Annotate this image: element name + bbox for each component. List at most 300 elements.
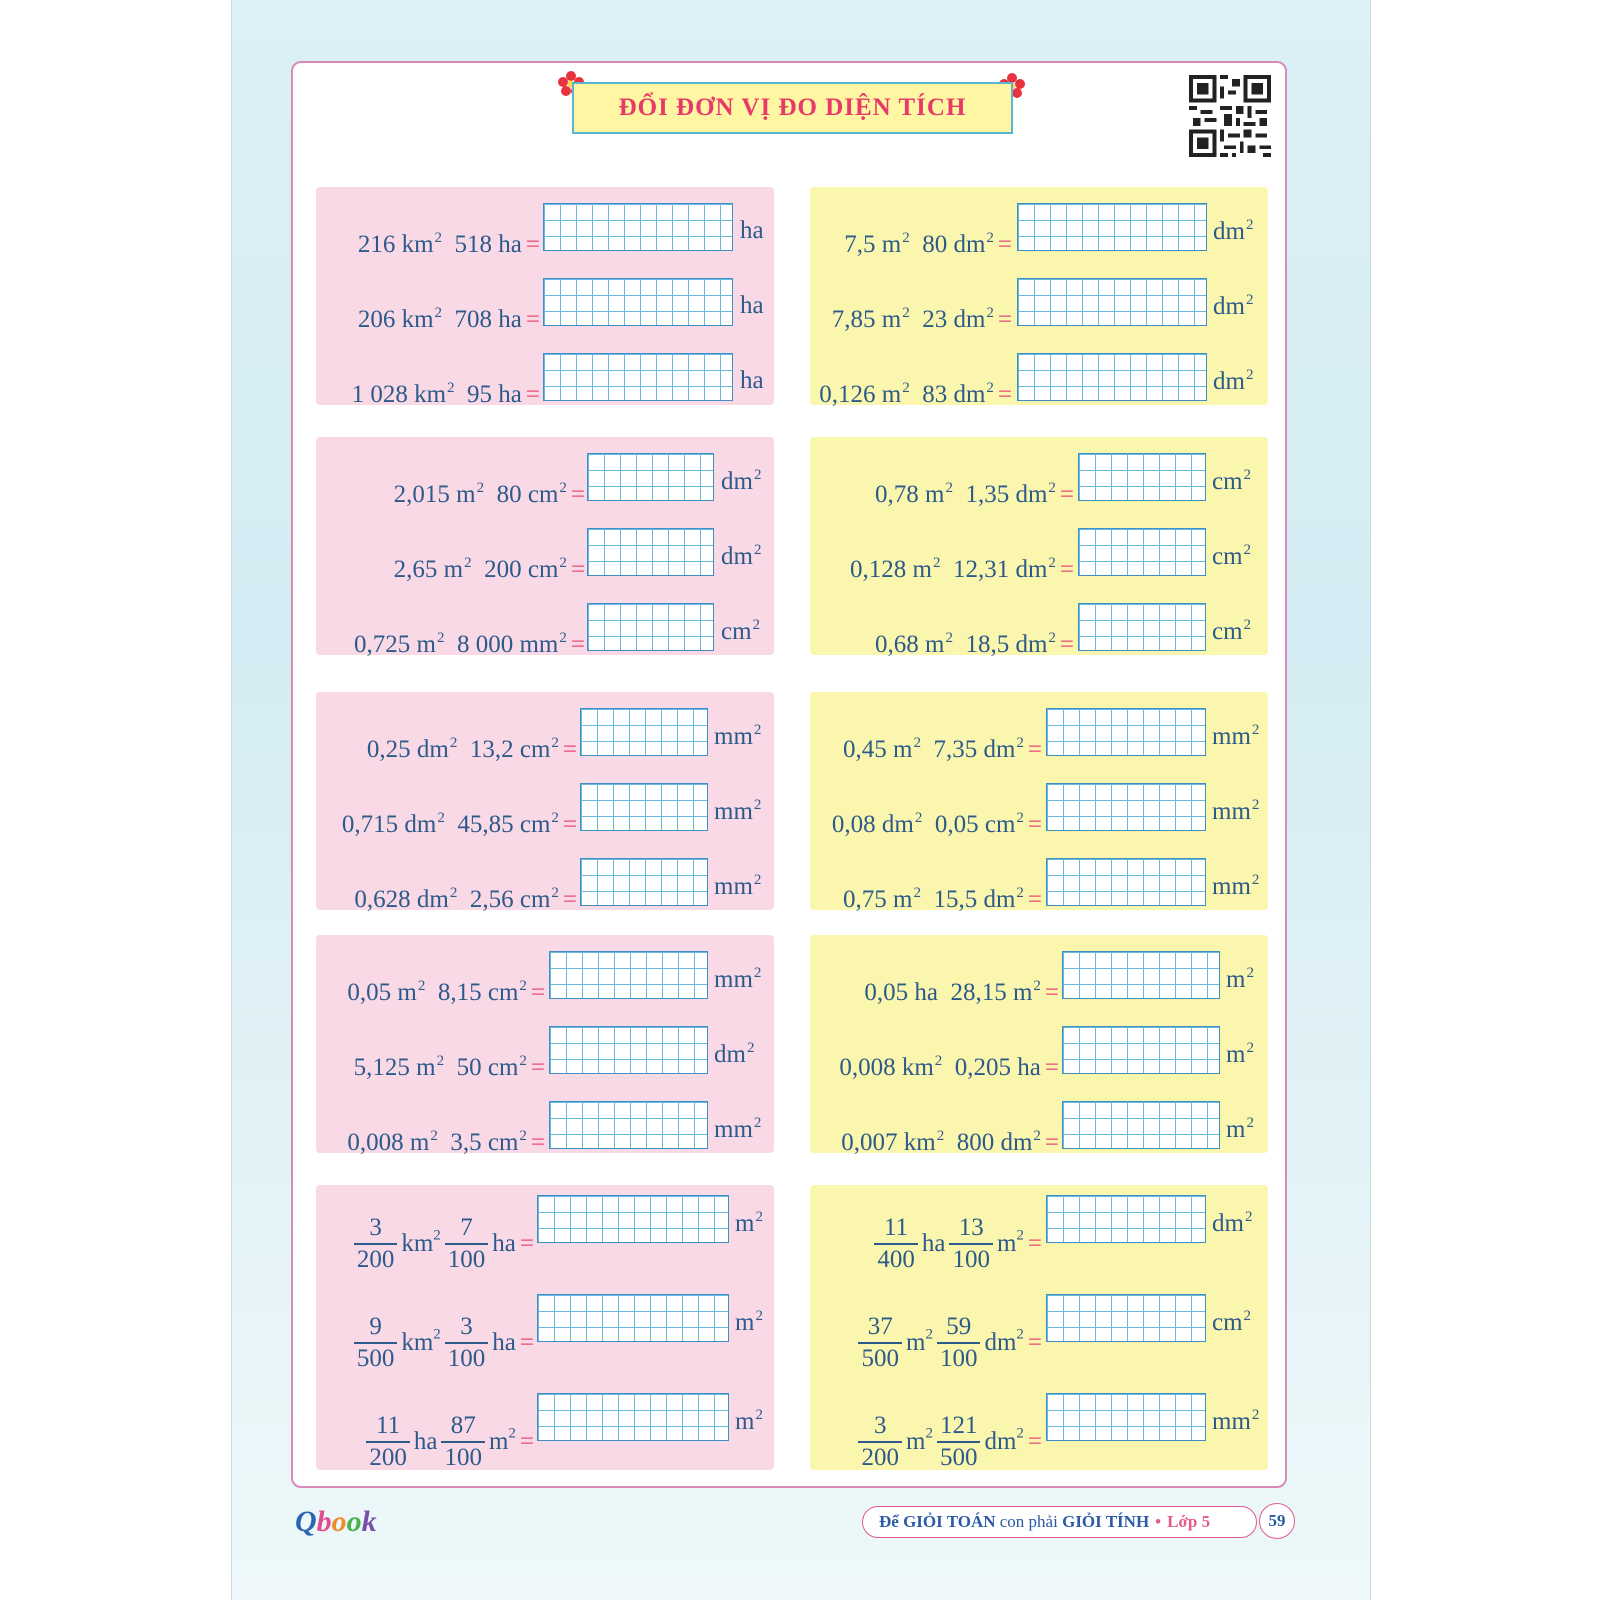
answer-grid-box[interactable] (1078, 528, 1206, 576)
exponent: 2 (914, 810, 923, 826)
fraction (874, 1213, 918, 1275)
unit-label: dm (984, 1428, 1017, 1455)
denominator: 200 (861, 1444, 899, 1471)
exponent: 2 (752, 617, 761, 633)
exponent: 2 (1251, 722, 1260, 738)
answer-grid-box[interactable] (537, 1294, 729, 1342)
numerator: 13 (949, 1213, 993, 1245)
conversion-expression (843, 885, 1042, 914)
qr-code-icon[interactable] (1189, 75, 1271, 157)
exponent: 2 (1048, 480, 1056, 496)
conversion-expression (832, 810, 1042, 839)
unit-label: dm (1213, 368, 1245, 395)
answer-grid-box[interactable] (549, 1101, 708, 1149)
quantity-value: 708 ha (454, 306, 522, 333)
exponent: 2 (464, 555, 472, 571)
answer-grid-box[interactable] (1017, 353, 1207, 401)
unit-label: m (1226, 1041, 1246, 1068)
exponent: 2 (753, 965, 762, 981)
conversion-expression (362, 1411, 534, 1473)
exponent: 2 (551, 810, 559, 826)
result-unit (714, 1115, 761, 1144)
exponent: 2 (1016, 810, 1024, 826)
exponent: 2 (447, 380, 455, 396)
quantity-value: 12,31 dm (952, 556, 1048, 583)
answer-grid-box[interactable] (1046, 1393, 1206, 1441)
result-unit (1212, 617, 1251, 646)
equals-sign: = (562, 811, 577, 838)
conversion-expression (843, 735, 1042, 764)
quantity-value: 95 ha (467, 381, 522, 408)
unit-label: m (996, 1230, 1017, 1257)
conversion-expression (354, 630, 585, 659)
exponent: 2 (436, 630, 445, 646)
unit-label: ha (921, 1230, 946, 1257)
numerator: 37 (858, 1312, 902, 1344)
unit-label: mm (1212, 798, 1251, 825)
unit-label: ha (740, 292, 764, 319)
denominator: 100 (447, 1246, 486, 1273)
answer-grid-box[interactable] (580, 783, 708, 831)
unit-label: dm (984, 1329, 1017, 1356)
equals-sign: = (1027, 811, 1042, 838)
quantity-value: 15,5 dm (933, 886, 1016, 913)
conversion-expression (841, 1128, 1059, 1157)
exponent: 2 (945, 480, 953, 496)
equals-sign: = (530, 1054, 545, 1081)
equals-sign: = (1027, 1230, 1042, 1257)
fraction (858, 1312, 902, 1374)
answer-grid-box[interactable] (1046, 708, 1206, 756)
result-unit (714, 797, 761, 826)
exponent: 2 (551, 735, 559, 751)
exponent: 2 (945, 630, 953, 646)
exponent: 2 (1246, 1040, 1254, 1056)
unit-label: dm (714, 1041, 746, 1068)
exponent: 2 (1251, 872, 1260, 888)
quantity-value: 3,5 cm (450, 1129, 519, 1156)
numerator: 3 (445, 1312, 489, 1344)
result-unit (735, 1407, 763, 1436)
exponent: 2 (986, 230, 994, 246)
quantity-value: 2,56 cm (469, 886, 551, 913)
exponent: 2 (449, 735, 458, 751)
unit-label: ha (492, 1230, 516, 1257)
answer-grid-box[interactable] (580, 708, 708, 756)
result-unit (1226, 1040, 1254, 1069)
equals-sign: = (1027, 1428, 1042, 1455)
numerator: 121 (937, 1411, 981, 1443)
numerator: 9 (354, 1312, 398, 1344)
result-unit (714, 965, 761, 994)
unit-label: ha (492, 1329, 516, 1356)
result-unit (1213, 292, 1253, 321)
answer-grid-box[interactable] (587, 528, 714, 576)
answer-grid-box[interactable] (1017, 203, 1207, 251)
exponent: 2 (1033, 978, 1041, 994)
result-unit (740, 292, 764, 320)
conversion-expression (819, 380, 1012, 409)
exponent: 2 (936, 1128, 945, 1144)
exponent: 2 (753, 722, 762, 738)
answer-grid-box[interactable] (1017, 278, 1207, 326)
equals-sign: = (1027, 1329, 1042, 1356)
answer-grid-box[interactable] (1046, 858, 1206, 906)
quantity-value: 518 ha (454, 231, 522, 258)
exponent: 2 (508, 1425, 516, 1442)
denominator: 500 (356, 1345, 395, 1372)
quantity-value: 83 dm (922, 381, 986, 408)
unit-label: dm (1213, 293, 1245, 320)
result-unit (1212, 1407, 1259, 1436)
unit-label: mm (714, 723, 753, 750)
equals-sign: = (1059, 556, 1074, 583)
exponent: 2 (925, 1326, 933, 1343)
result-unit (721, 617, 760, 646)
exponent: 2 (519, 1128, 527, 1144)
quantity-value: 1 028 km (351, 381, 447, 408)
quantity-value: 0,007 km (841, 1129, 936, 1156)
result-unit (714, 1040, 754, 1069)
result-unit (735, 1308, 763, 1337)
unit-label: cm (1212, 543, 1243, 570)
quantity-value: 8,15 cm (437, 979, 519, 1006)
unit-label: mm (714, 798, 753, 825)
result-unit (1212, 722, 1259, 751)
unit-label: mm (714, 966, 753, 993)
equals-sign: = (1044, 1129, 1059, 1156)
answer-grid-box[interactable] (549, 951, 708, 999)
unit-label: km (401, 1230, 434, 1257)
exponent: 2 (753, 1115, 762, 1131)
exponent: 2 (1246, 965, 1254, 981)
quantity-value: 0,725 m (354, 631, 436, 658)
result-unit (714, 722, 761, 751)
page-title: ĐỔI ĐƠN VỊ ĐO DIỆN TÍCH (618, 94, 967, 121)
equals-sign: = (519, 1428, 534, 1455)
fraction (445, 1312, 489, 1374)
denominator: 500 (939, 1444, 978, 1471)
quantity-value: 0,05 cm (934, 811, 1016, 838)
conversion-expression (354, 1053, 545, 1082)
result-unit (1212, 797, 1259, 826)
exponent: 2 (932, 555, 941, 571)
answer-grid-box[interactable] (1078, 453, 1206, 501)
answer-grid-box[interactable] (1046, 1294, 1206, 1342)
unit-label: mm (714, 1116, 753, 1143)
publisher-logo: Qbook (295, 1505, 377, 1538)
quantity-value: 23 dm (922, 306, 986, 333)
unit-label: dm (1212, 1210, 1244, 1237)
conversion-expression (850, 555, 1074, 584)
exponent: 2 (1016, 1326, 1024, 1343)
conversion-expression (350, 1312, 534, 1374)
numerator: 59 (937, 1312, 981, 1344)
equals-sign: = (1059, 631, 1074, 658)
quantity-value: 0,05 ha (864, 979, 938, 1006)
exponent: 2 (430, 1128, 438, 1144)
denominator: 200 (356, 1246, 395, 1273)
denominator: 400 (877, 1246, 915, 1273)
unit-label: dm (721, 543, 753, 570)
exponent: 2 (1016, 735, 1024, 751)
quantity-value: 13,2 cm (469, 736, 551, 763)
conversion-expression (354, 885, 577, 914)
quantity-value: 1,35 dm (965, 481, 1048, 508)
result-unit (1226, 1115, 1254, 1144)
conversion-expression (875, 630, 1074, 659)
exponent: 2 (902, 230, 910, 246)
conversion-expression (864, 978, 1059, 1007)
exponent: 2 (1016, 885, 1024, 901)
exponent: 2 (753, 542, 762, 558)
denominator: 100 (447, 1345, 486, 1372)
quantity-value: 0,25 dm (366, 736, 449, 763)
conversion-expression (844, 230, 1012, 259)
conversion-expression (394, 555, 585, 584)
exponent: 2 (1048, 555, 1056, 571)
result-unit (735, 1209, 763, 1238)
conversion-expression (358, 230, 540, 259)
numerator: 11 (874, 1213, 918, 1245)
quantity-value: 0,008 m (347, 1129, 430, 1156)
result-unit (1213, 367, 1253, 396)
exponent: 2 (417, 978, 426, 994)
answer-grid-box[interactable] (549, 1026, 708, 1074)
result-unit (721, 542, 761, 571)
book-title-part: Để GIỎI TOÁN (879, 1512, 996, 1531)
exponent: 2 (746, 1040, 755, 1056)
exponent: 2 (1033, 1128, 1041, 1144)
equals-sign: = (570, 556, 585, 583)
equals-sign: = (1059, 481, 1074, 508)
quantity-value: 0,75 m (842, 886, 913, 913)
quantity-value: 800 dm (956, 1129, 1033, 1156)
quantity-value: 7,85 m (831, 306, 902, 333)
equals-sign: = (997, 231, 1012, 258)
answer-grid-box[interactable] (1062, 951, 1220, 999)
conversion-expression (832, 305, 1012, 334)
book-title-footer (862, 1506, 1257, 1538)
denominator: 100 (444, 1444, 482, 1471)
exponent: 2 (1251, 797, 1260, 813)
quantity-value: 28,15 m (950, 979, 1033, 1006)
equals-sign: = (1027, 886, 1042, 913)
equals-sign: = (570, 631, 585, 658)
quantity-value: 200 cm (484, 556, 559, 583)
unit-label: ha (740, 367, 764, 394)
equals-sign: = (562, 736, 577, 763)
exponent: 2 (559, 480, 567, 496)
exponent: 2 (755, 1407, 763, 1423)
exponent: 2 (1244, 1209, 1253, 1225)
fraction (937, 1411, 981, 1473)
result-unit (721, 467, 761, 496)
exponent: 2 (519, 1053, 527, 1069)
fraction (858, 1411, 902, 1473)
exponent: 2 (913, 735, 921, 751)
numerator: 3 (858, 1411, 902, 1443)
answer-grid-box[interactable] (587, 603, 714, 651)
result-unit (1212, 542, 1251, 571)
quantity-value: 80 cm (496, 481, 559, 508)
equals-sign: = (525, 381, 540, 408)
answer-grid-box[interactable] (543, 353, 733, 401)
conversion-expression (358, 305, 540, 334)
unit-label: cm (1212, 468, 1243, 495)
exponent: 2 (1251, 1407, 1260, 1423)
unit-label: mm (1212, 1408, 1251, 1435)
unit-label: mm (714, 873, 753, 900)
grade-label: Lớp 5 (1167, 1512, 1211, 1531)
numerator: 11 (366, 1411, 410, 1443)
unit-label: m (905, 1428, 926, 1455)
unit-label: m (735, 1408, 755, 1435)
unit-label: m (488, 1428, 509, 1455)
exponent: 2 (433, 1227, 441, 1244)
unit-label: cm (721, 618, 752, 645)
exponent: 2 (753, 467, 762, 483)
answer-grid-box[interactable] (1046, 1195, 1206, 1243)
unit-label: cm (1212, 1309, 1243, 1336)
denominator: 200 (369, 1444, 407, 1471)
fraction (949, 1213, 993, 1275)
unit-label: dm (1213, 218, 1245, 245)
answer-grid-box[interactable] (543, 278, 733, 326)
result-unit (1212, 872, 1259, 901)
equals-sign: = (997, 381, 1012, 408)
exponent: 2 (476, 480, 485, 496)
fraction (445, 1213, 489, 1275)
conversion-expression (839, 1053, 1059, 1082)
equals-sign: = (1044, 1054, 1059, 1081)
equals-sign: = (562, 886, 577, 913)
quantity-value: 8 000 mm (456, 631, 559, 658)
exponent: 2 (755, 1308, 763, 1324)
denominator: 100 (939, 1345, 978, 1372)
result-unit (714, 872, 761, 901)
unit-label: m (735, 1309, 755, 1336)
answer-grid-box[interactable] (1046, 783, 1206, 831)
quantity-value: 0,45 m (842, 736, 913, 763)
exponent: 2 (1245, 217, 1254, 233)
result-unit (1212, 467, 1251, 496)
conversion-expression (854, 1411, 1042, 1473)
quantity-value: 0,008 km (839, 1054, 934, 1081)
unit-label: m (905, 1329, 926, 1356)
book-title-part: GIỎI TÍNH (1062, 1512, 1150, 1531)
answer-grid-box[interactable] (587, 453, 714, 501)
exponent: 2 (1243, 467, 1252, 483)
result-unit (1212, 1209, 1252, 1238)
unit-label: m (1226, 1116, 1246, 1143)
unit-label: ha (413, 1428, 438, 1455)
quantity-value: 7,5 m (844, 231, 902, 258)
unit-label: m (735, 1210, 755, 1237)
conversion-expression (394, 480, 585, 509)
exponent: 2 (434, 230, 443, 246)
book-title-part: con phải (999, 1512, 1058, 1531)
quantity-value: 0,126 m (819, 381, 902, 408)
exponent: 2 (934, 1053, 943, 1069)
result-unit (740, 217, 764, 245)
exponent: 2 (559, 555, 567, 571)
answer-grid-box[interactable] (1062, 1026, 1220, 1074)
exponent: 2 (1243, 542, 1252, 558)
quantity-value: 5,125 m (353, 1054, 436, 1081)
conversion-expression (352, 380, 540, 409)
quantity-value: 0,128 m (849, 556, 932, 583)
answer-grid-box[interactable] (543, 203, 733, 251)
numerator: 3 (354, 1213, 398, 1245)
answer-grid-box[interactable] (537, 1393, 729, 1441)
fraction (354, 1213, 398, 1275)
numerator: 87 (441, 1411, 485, 1443)
exponent: 2 (519, 978, 527, 994)
page-number: 59 (1259, 1503, 1295, 1539)
quantity-value: 0,68 m (874, 631, 945, 658)
result-unit (740, 367, 764, 395)
exponent: 2 (913, 885, 921, 901)
exponent: 2 (1048, 630, 1056, 646)
denominator: 100 (952, 1246, 990, 1273)
fraction (366, 1411, 410, 1473)
quantity-value: 0,78 m (874, 481, 945, 508)
exponent: 2 (986, 380, 994, 396)
answer-grid-box[interactable] (537, 1195, 729, 1243)
fraction (354, 1312, 398, 1374)
conversion-expression (875, 480, 1074, 509)
answer-grid-box[interactable] (1062, 1101, 1220, 1149)
exponent: 2 (1243, 1308, 1252, 1324)
unit-label: cm (1212, 618, 1243, 645)
result-unit (1226, 965, 1254, 994)
equals-sign: = (997, 306, 1012, 333)
equals-sign: = (525, 306, 540, 333)
exponent: 2 (433, 1326, 441, 1343)
quantity-value: 0,08 dm (831, 811, 914, 838)
quantity-value: 0,205 ha (954, 1054, 1041, 1081)
unit-label: m (1226, 966, 1246, 993)
exponent: 2 (449, 885, 458, 901)
answer-grid-box[interactable] (1078, 603, 1206, 651)
quantity-value: 0,628 dm (354, 886, 449, 913)
quantity-value: 2,65 m (393, 556, 464, 583)
numerator: 7 (445, 1213, 489, 1245)
fraction (441, 1411, 485, 1473)
exponent: 2 (551, 885, 559, 901)
exponent: 2 (437, 810, 445, 826)
answer-grid-box[interactable] (580, 858, 708, 906)
exponent: 2 (1016, 1425, 1024, 1442)
result-unit (1213, 217, 1253, 246)
quantity-value: 45,85 cm (457, 811, 551, 838)
exponent: 2 (753, 797, 762, 813)
quantity-value: 0,715 dm (341, 811, 437, 838)
conversion-expression (854, 1312, 1042, 1374)
exponent: 2 (1243, 617, 1252, 633)
equals-sign: = (570, 481, 585, 508)
exponent: 2 (1245, 367, 1254, 383)
unit-label: mm (1212, 723, 1251, 750)
exponent: 2 (1016, 1227, 1024, 1244)
equals-sign: = (525, 231, 540, 258)
conversion-expression (870, 1213, 1042, 1275)
exponent: 2 (1245, 292, 1254, 308)
equals-sign: = (519, 1230, 534, 1257)
equals-sign: = (519, 1329, 534, 1356)
exponent: 2 (559, 630, 567, 646)
